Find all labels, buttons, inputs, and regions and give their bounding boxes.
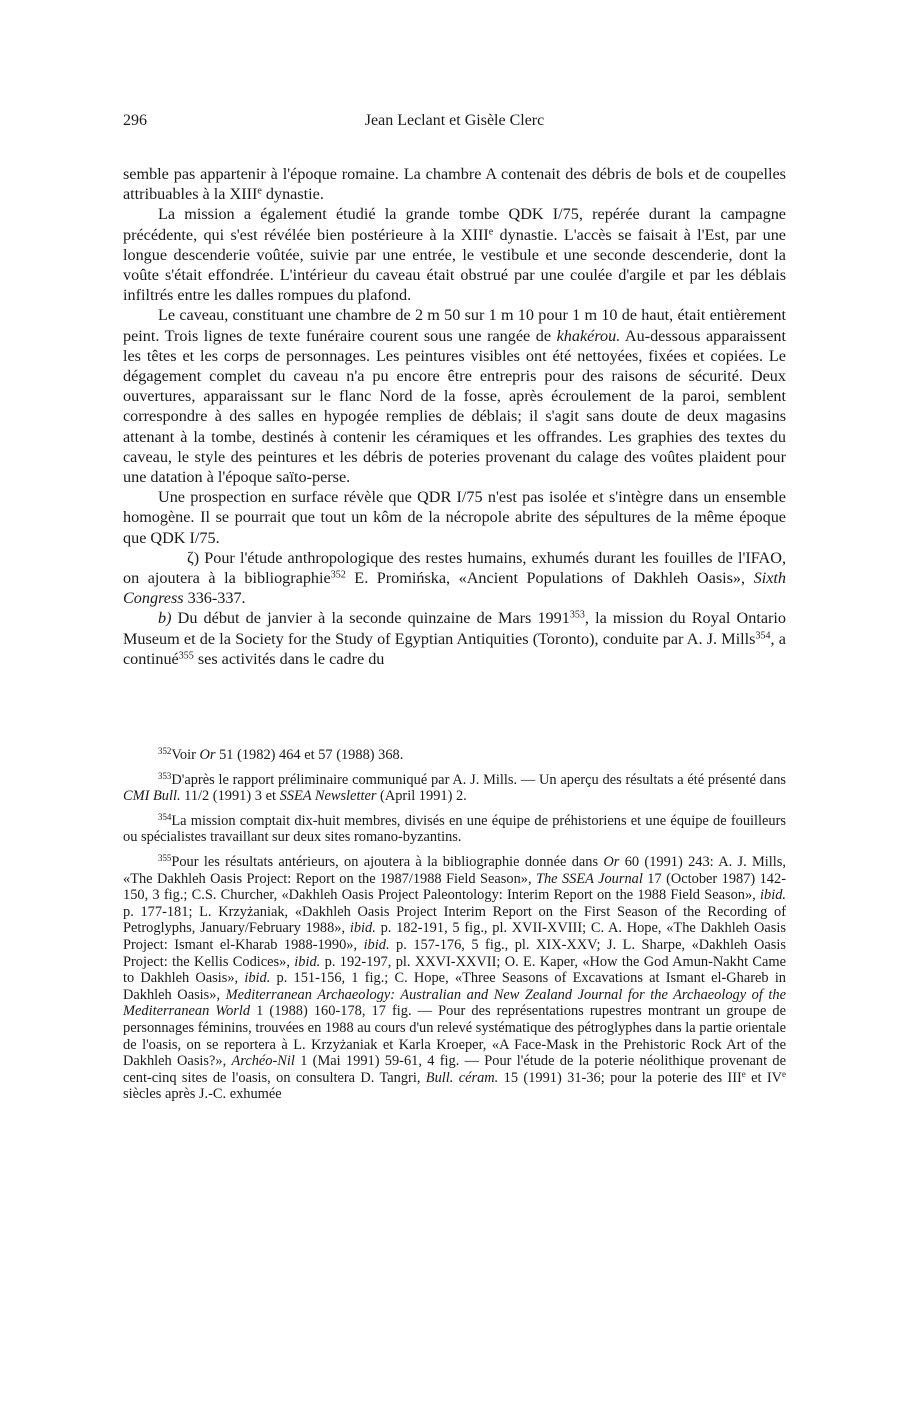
main-text: [123, 164, 786, 669]
footnote-353: $^{353}$D'après le rapport préliminaire communiqué par A. J. Mills. — Un aperçu des résultats a été présenté dans CMI Bull. 11/2 (1991) 3 et SSEA Newsletter (April 1991) 2.: [123, 770, 786, 805]
footnotes: [123, 747, 786, 1103]
footnote-352: $^{352}$Voir Or 51 (1982) 464 et 57 (1988) 368.: [158, 746, 404, 764]
footnote-ref-353: 353: [569, 609, 585, 621]
page: [123, 112, 786, 1111]
paragraph-5: ζ) Pour l'étude anthropologique des restes humains, exhumés durant les fouilles de l'IFAO, on ajoutera à la bibliographie$^{352}$ E. Promińska, «Ancient Populations of Dakhleh Oasis», Sixth Congress 336-337.: [123, 548, 786, 608]
footnote-354: $^{354}$La mission comptait dix-huit membres, divisés en une équipe de préhistoriens et une équipe de fouilleurs ou spécialistes travaillant sur deux sites romano-byzantins.: [123, 811, 786, 846]
paragraph-6: b) Du début de janvier à la seconde quinzaine de Mars 1991$^{353}$, la mission du Royal Ontario Museum et de la Society for the Study of Egyptian Antiquities (Toronto), conduite par A. J. Mills$^{354}$, a continué$^{355}$ ses activités dans le cadre du: [123, 609, 786, 668]
paragraph-2: La mission a également étudié la grande tombe QDK I/75, repérée durant la campagne précédente, qui s'est révélée bien postérieure à la XIIIe dynastie. L'accès se faisait à l'Est, par une longue descenderie voûtée, suivie par une entrée, le vestibule et une seconde descenderie, dont la voûte s'était effondrée. L'intérieur du caveau était obstrué par une coulée d'argile et par les déblais infiltrés entre les dalles rompues du plafond.: [123, 205, 786, 305]
paragraph-3: Le caveau, constituant une chambre de 2 m 50 sur 1 m 10 pour 1 m 10 de haut, était entièrement peint. Trois lignes de texte funéraire courent sous une rangée de khakérou. Au-dessous apparaissent les têtes et les corps de personnages. Les peintures visibles ont été nettoyées, fixées et copiées. Le dégagement complet du caveau n'a pu encore être entrepris pour des raisons de sécurité. Deux ouvertures, apparaissant sur le flanc Nord de la fosse, après écroulement de la paroi, semblent correspondre à des salles en hypogée remplies de déblais; il s'agit sans doute de deux magasins attenant à la tombe, destinés à contenir les céramiques et les offrandes. Les graphies des textes du caveau, le style des peintures et les débris de poteries provenant du calage des voûtes plaident pour une datation à l'époque saïto-perse.: [123, 306, 786, 487]
page-header: [123, 112, 786, 140]
page-number: 296: [123, 112, 147, 129]
footnote-ref-352: 352: [330, 569, 346, 581]
footnote-355: $^{355}$Pour les résultats antérieurs, on ajoutera à la bibliographie donnée dans Or 60 (1991) 243: A. J. Mills, «The Dakhleh Oasis Project: Report on the 1987/1988 Field Season», The SSEA Journal 17 (October 1987) 142-150, 3 fig.; C.S. Churcher, «Dakhleh Oasis Project Paleontology: Interim Report on the 1988 Field Season», ibid. p. 177-181; L. Krzyżaniak, «Dakhleh Oasis Project Interim Report on the First Season of the Recording of Petroglyphs, January/February 1988», ibid. p. 182-191, 5 fig., pl. XVII-XVIII; C. A. Hope, «The Dakhleh Oasis Project: Ismant el-Kharab 1988-1990», ibid. p. 157-176, 5 fig., pl. XIX-XXV; J. L. Sharpe, «Dakhleh Oasis Project: the Kellis Codices», ibid. p. 192-197, pl. XXVI-XXVII; O. E. Kaper, «How the God Amun-Nakht Came to Dakhleh Oasis», ibid. p. 151-156, 1 fig.; C. Hope, «Three Seasons of Excavations at Ismant el-Ghareb in Dakhleh Oasis», Mediterranean Archaeology: Australian and New Zealand Journal for the Archaeology of the Mediterranean World 1 (1988) 160-178, 17 fig. — Pour des représentations rupestres montrant un groupe de personnages féminins, trouvées en 1988 au cours d'un relevé systématique des pétroglyphes dans la partie orientale de l'oasis, on se reportera à L. Krzyżaniak et Karla Kroeper, «A Face-Mask in the Prehistoric Rock Art of the Dakhleh Oasis?», Archéo-Nil 1 (Mai 1991) 59-61, 4 fig. — Pour l'étude de la poterie néolithique provenant de cent-cinq sites de l'oasis, on consultera D. Tangri, Bull. céram. 15 (1991) 31-36; pour la poterie des IIIe et IVe siècles après J.-C. exhumée: [123, 853, 787, 1103]
paragraph-4: Une prospection en surface révèle que QDR I/75 n'est pas isolée et s'intègre dans un ensemble homogène. Il se pourrait que tout un kôm de la nécropole abrite des sépultures de la même époque que QDK I/75.: [123, 488, 786, 547]
footnote-ref-354: 354: [755, 630, 771, 642]
footnote-ref-355: 355: [178, 650, 194, 662]
paragraph-1: semble pas appartenir à l'époque romaine. La chambre A contenait des débris de bols et de coupelles attribuables à la XIIIe dynastie.: [123, 165, 786, 204]
running-head: Jean Leclant et Gisèle Clerc: [364, 112, 545, 129]
